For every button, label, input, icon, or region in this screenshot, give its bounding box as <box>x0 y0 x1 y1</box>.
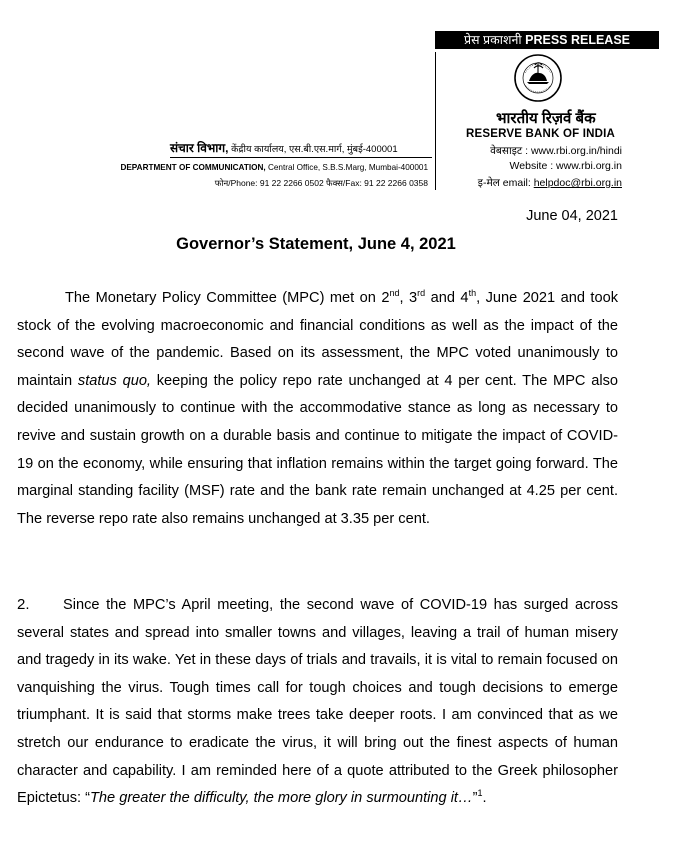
p2-end: . <box>482 790 487 807</box>
website-hindi-link[interactable]: www.rbi.org.in/hindi <box>530 145 622 157</box>
website-english-link[interactable]: www.rbi.org.in <box>556 160 622 172</box>
website-hindi-line <box>446 144 622 158</box>
department-address-english: Central Office, S.B.S.Marg, Mumbai-400001 <box>265 163 428 172</box>
website-hindi-label: वेबसाइट : <box>490 145 531 157</box>
p1-italic-status-quo: status quo, <box>77 372 151 389</box>
press-release-badge <box>435 31 659 49</box>
bank-name-english: RESERVE BANK OF INDIA <box>466 128 616 140</box>
paragraph-2 <box>17 591 618 813</box>
header-divider-vertical <box>435 52 436 190</box>
email-line <box>446 176 622 190</box>
press-release-hindi: प्रेस प्रकाशनी <box>463 33 522 47</box>
header-divider-horizontal <box>170 157 432 158</box>
document-title: Governor’s Statement, June 4, 2021 <box>176 235 456 253</box>
p1-text-2: , 3 <box>399 290 418 306</box>
department-name-english: DEPARTMENT OF COMMUNICATION, <box>120 163 266 172</box>
website-english-label: Website : <box>509 160 557 172</box>
paragraph-1 <box>17 285 618 533</box>
press-release-english: PRESS RELEASE <box>525 33 631 47</box>
email-link[interactable]: helpdoc@rbi.org.in <box>533 177 622 189</box>
department-hindi <box>170 139 398 156</box>
p1-text-1: The Monetary Policy Committee (MPC) met on 2 <box>65 290 390 306</box>
department-address-hindi: केंद्रीय कार्यालय, एस.बी.एस.मार्ग, मुंबई-400001 <box>228 144 398 155</box>
bank-name-hindi: भारतीय रिज़र्व बैंक <box>496 110 596 127</box>
phone-fax: फोन/Phone: 91 22 2266 0502 फैक्स/Fax: 91 22 2266 0358 <box>214 178 428 188</box>
p1-sup-nd: nd <box>389 288 400 299</box>
p1-sup-rd: rd <box>417 288 426 299</box>
footnote-marker[interactable]: 1 <box>477 788 483 799</box>
p1-text-4: , June 2021 and took stock of the evolving macroeconomic and financial conditions as well as the impact of the second wave of the pandemic. Based on its assessment, the MPC voted unanimously to maintain <box>17 290 619 389</box>
website-english-line <box>446 160 622 172</box>
email-label: इ-मेल email: <box>477 177 534 189</box>
p2-text: Since the MPC’s April meeting, the second wave of COVID-19 has surged across several states and spread into smaller towns and villages, leaving a trail of human misery and tragedy in its wake. Yet in these days of trials and travails, it is vital to remain focused on vanquishing the virus. Tough times call for tough choices and tough decisions to emerge triumphant. It is said that storms make trees take deeper roots. I am convinced that as we stretch our endurance to eradicate the virus, it will bring out the finest aspects of human character and capability. I am reminded here of a quote attributed to the Greek philosopher Epictetus: “ <box>17 597 618 807</box>
p2-close-quote: ” <box>472 790 478 807</box>
rbi-seal-logo <box>513 53 563 103</box>
department-name-hindi: संचार विभाग, <box>170 141 229 155</box>
p1-sup-th: th <box>468 288 477 299</box>
p2-quote: The greater the difficulty, the more glory in surmounting it… <box>90 790 473 807</box>
p1-text-3: and 4 <box>425 290 469 306</box>
department-english <box>117 163 428 172</box>
release-date: June 04, 2021 <box>526 208 618 224</box>
p1-text-5: keeping the policy repo rate unchanged at 4 per cent. The MPC also decided unanimously to continue with the accommodative stance as long as necessary to revive and sustain growth on a durable basis and continue to mitigate the impact of COVID-19 on the economy, while ensuring that inflation remains within the target going forward. The marginal standing facility (MSF) rate and the bank rate remain unchanged at 4.25 per cent. The reverse repo rate also remains unchanged at 3.35 per cent. <box>17 372 618 527</box>
paragraph-number: 2. <box>17 596 30 613</box>
